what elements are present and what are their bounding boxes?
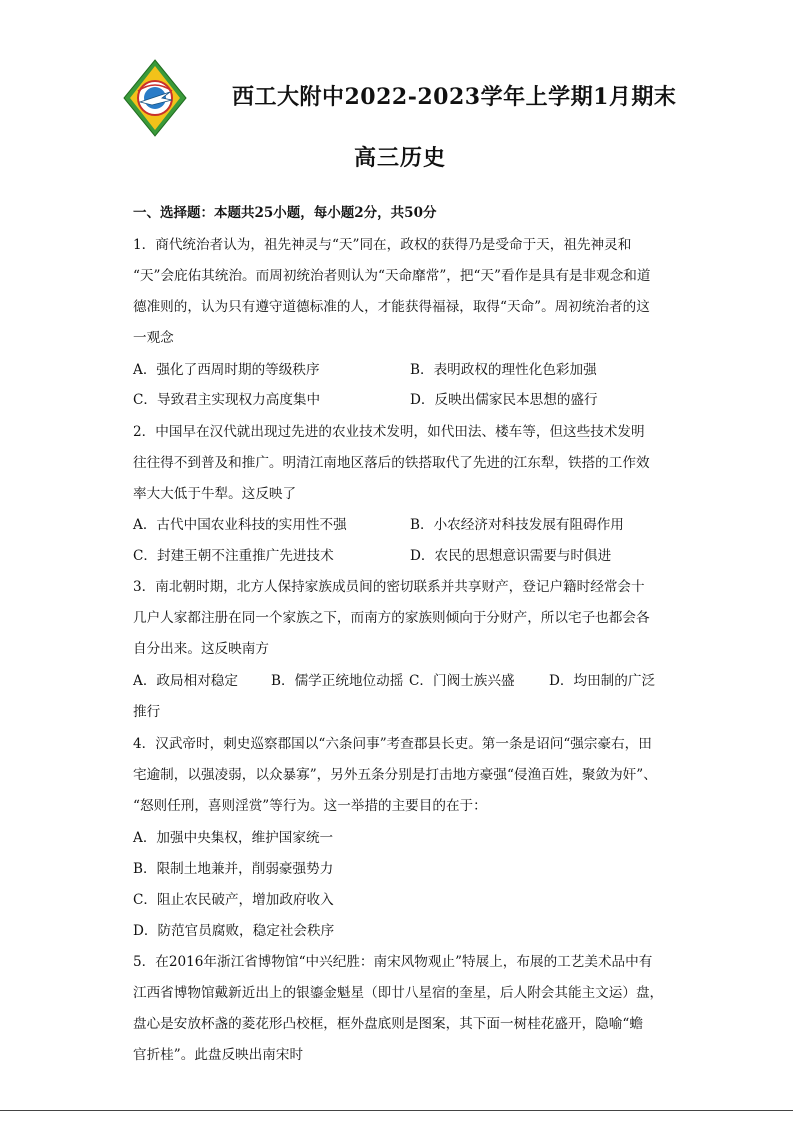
question-text-line: 几户人家都注册在同一个家族之下，而南方的家族则倾向于分财产，所以宅子也都会各 [133, 610, 650, 626]
option-b: B．儒学正统地位动摇 [271, 673, 404, 689]
question-text-line: 江西省博物馆戴新近出上的银鎏金魁星（即廿八星宿的奎星，后人附会其能主文运）盘， [133, 985, 664, 1001]
question-text-line: 官折桂”。此盘反映出南宋时 [133, 1047, 304, 1063]
question-text-line: 5．在2016年浙江省博物馆“中兴纪胜：南宋风物观止”特展上，布展的工艺美术品中有 [133, 954, 653, 970]
page-bottom-rule [0, 1110, 793, 1111]
question-text-line: 率大大低于牛犁。这反映了 [133, 486, 297, 502]
subject-title: 高三历史 [354, 145, 447, 171]
question-text-line: 德准则的，认为只有遵守道德标准的人，才能获得福禄，取得“天命”。周初统治者的这 [133, 299, 650, 315]
question-text-line: 2．中国早在汉代就出现过先进的农业技术发明，如代田法、楼车等，但这些技术发明 [133, 424, 645, 440]
option-c: C．导致君主实现权力高度集中 [133, 392, 321, 408]
question-text-line: “天”会庇佑其统治。而周初统治者则认为“天命靡常”，把“天”看作是具有是非观念和道 [133, 268, 651, 284]
option-a: A．古代中国农业科技的实用性不强 [133, 517, 347, 533]
option-d: D．反映出儒家民本思想的盛行 [410, 392, 598, 408]
question-text-line: 自分出来。这反映南方 [133, 641, 269, 657]
question-text-line: 往往得不到普及和推广。明清江南地区落后的铁搭取代了先进的江东犁，铁搭的工作效 [133, 455, 650, 471]
school-emblem-icon [122, 58, 188, 138]
question-text-line: 一观念 [133, 330, 174, 346]
section-heading: 一、选择题：本题共25小题，每小题2分，共50分 [133, 205, 437, 221]
option-b: B．限制土地兼并，削弱豪强势力 [133, 861, 334, 877]
option-a: A．加强中央集权，维护国家统一 [133, 830, 334, 846]
question-text-line: 4．汉武帝时，刺史巡察郡国以“六条问事”考查郡县长吏。第一条是诏问“强宗豪右，田 [133, 736, 652, 752]
option-a: A．强化了西周时期的等级秩序 [133, 362, 320, 378]
question-text-line: 宅逾制，以强凌弱，以众暴寡”，另外五条分别是打击地方豪强“侵渔百姓，聚敛为奸”、 [133, 767, 657, 783]
question-text-line: 盘心是安放杯盏的菱花形凸校框，框外盘底则是图案，其下面一树桂花盛开，隐喻“蟾 [133, 1016, 643, 1032]
option-d: D．农民的思想意识需要与时俱进 [410, 548, 612, 564]
exam-title: 西工大附中2022-2023学年上学期1月期末 [232, 84, 677, 110]
option-d: D．防范官员腐败，稳定社会秩序 [133, 923, 335, 939]
question-text-line: 1．商代统治者认为，祖先神灵与“天”同在，政权的获得乃是受命于天，祖先神灵和 [133, 237, 632, 253]
option-c: C．阻止农民破产，增加政府收入 [133, 892, 334, 908]
option-d: D．均田制的广泛 [549, 673, 656, 689]
option-c: C．封建王朝不注重推广先进技术 [133, 548, 334, 564]
option-b: B．小农经济对科技发展有阻碍作用 [410, 517, 624, 533]
question-text-line: “怒则任刑，喜则淫赏”等行为。这一举措的主要目的在于： [133, 798, 487, 814]
question-text-line: 3．南北朝时期，北方人保持家族成员间的密切联系并共享财产，登记户籍时经常会十 [133, 579, 645, 595]
option-c: C．门阀士族兴盛 [409, 673, 515, 689]
option-d-continuation: 推行 [133, 704, 161, 720]
option-b: B．表明政权的理性化色彩加强 [410, 362, 597, 378]
option-a: A．政局相对稳定 [133, 673, 238, 689]
